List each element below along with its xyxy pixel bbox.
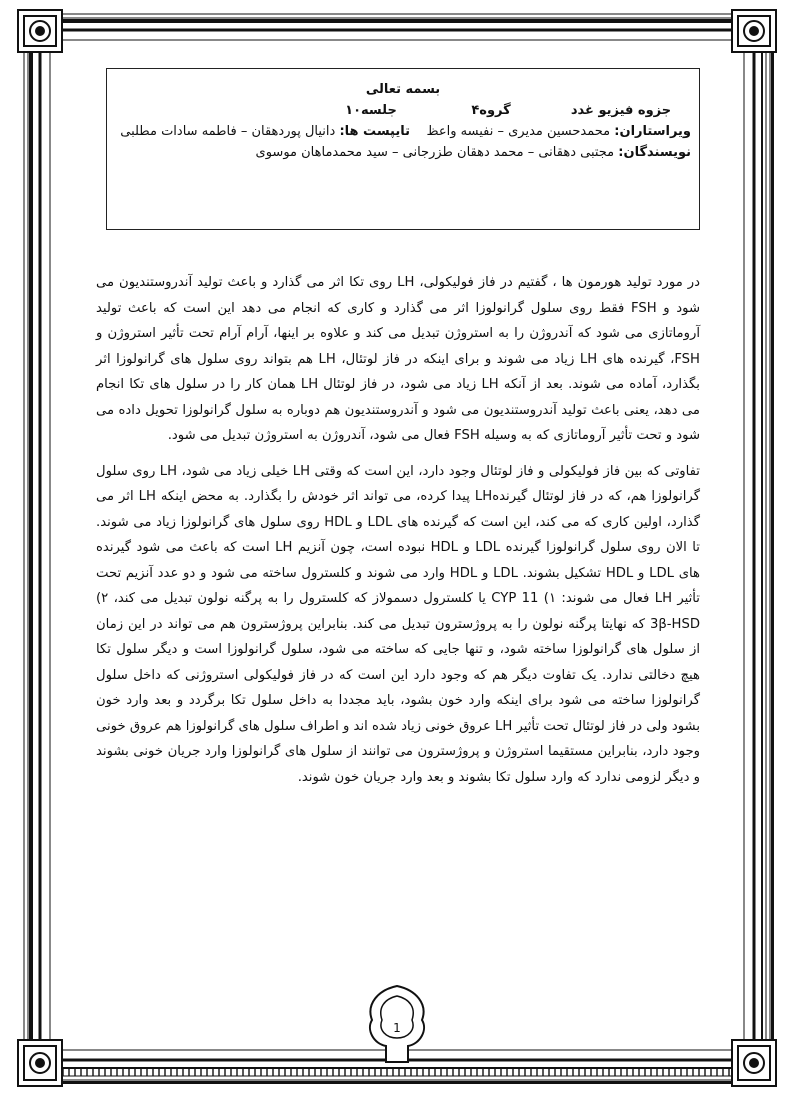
basmala-heading: بسمه تعالی [365, 82, 441, 97]
editors-typists-row [115, 121, 691, 142]
typists-label: تایپست ها: [339, 124, 410, 139]
course-title: جزوه فیزیو غدد [570, 103, 672, 118]
editors-names: محمدحسین مدیری – نفیسه واعظ [426, 124, 611, 139]
course-info-row [115, 100, 691, 121]
page-number: 1 [393, 1021, 401, 1035]
typists-names: دانیال پوردهقان – فاطمه سادات مطلبی [120, 124, 336, 139]
document-body [96, 270, 700, 800]
session-label: جلسه۱۰ [345, 103, 397, 118]
authors-names: مجتبی دهقانی – محمد دهقان طزرجانی – سید محمدماهان موسوی [255, 145, 615, 160]
corner-ornament-top-right [732, 10, 776, 52]
paragraph-2: تفاوتی که بین فاز فولیکولی و فاز لوتئال وجود دارد، این است که وقتی LH خیلی زیاد می شود، LH روی سلول گرانولوزا هم، که در فاز لوتئال گیرندهLH پیدا کرده، می تواند اثر خودش را بگذارد. به محض اینکه LH اثر می گذارد، اولین کاری که می کند، این است که گیرنده های LDL و HDL روی سلول های گرانولوزا زیاد می شوند. تا الان روی سلول گرانولوزا گیرنده LDL و HDL نبوده است، چون آنزیم LH است که باعث می شود گیرنده های LDL و HDL تشکیل بشوند. LDL و HDL وارد می شوند و کلسترول ساخته می شود و دو عدد آنزیم تحت تأثیر LH فعال می شوند: ۱) CYP 11 یا کلسترول دسمولاز که کلسترول را به پرگنه نولون تبدیل می کند، ۲) 3β-HSD که نهایتا پرگنه نولون را به پروژسترون تبدیل می کند. بنابراین پروژسترون هم می تواند در این زمان از سلول های گرانولوزا ساخته شود، و تنها جایی که ساخته می شود، سلول گرانولوزا است و دیگر سلول تکا هیچ دخالتی ندارد. یک تفاوت دیگر هم که وجود دارد این است که در فاز فولیکولی استروژنی که داخل سلول گرانولوزا ساخته می شود برای اینکه وارد خون بشود، باید مجددا به داخل سلول تکا برگردد و بعد وارد خون بشود ولی در فاز لوتئال تحت تأثیر LH عروق خونی زیاد شده اند و اطراف سلول های گرانولوزا هم عروق خونی وجود دارد، بنابراین مستقیما استروژن و پروژسترون می توانند از سلول های گرانولوزا وارد جریان خونی بشوند و دیگر لزومی ندارد که وارد سلول تکا بشوند و بعد وارد جریان خون شوند. [96, 463, 700, 785]
authors-label: نویسندگان: [618, 145, 691, 160]
corner-ornament-bottom-right [732, 1040, 776, 1086]
corner-ornament-bottom-left [18, 1040, 62, 1086]
authors-row [115, 142, 691, 163]
header-box [106, 68, 700, 230]
editors-label: ویراستاران: [614, 124, 691, 139]
group-label: گروه۴ [471, 103, 511, 118]
corner-ornament-top-left [18, 10, 62, 52]
paragraph-1: در مورد تولید هورمون ها ، گفتیم در فاز فولیکولی، LH روی تکا اثر می گذارد و باعث تولید آندروستندیون می شود و FSH فقط روی سلول گرانولوزا اثر می گذارد و کاری که انجام می دهد این است که باعث تولید آروماتازی می شود که آندروژن را به استروژن تبدیل می کند و علاوه بر اینها، آرام آرام تحت تأثیر استروژن و FSH، گیرنده های LH زیاد می شوند و برای اینکه در فاز لوتئال، LH هم بتواند روی سلول های گرانولوزا اثر بگذارد، آماده می شوند. بعد از آنکه LH زیاد می شود، در فاز لوتئال LH همان کار را در سلول های تکا انجام می دهد، یعنی باعث تولید آندروستندیون می شود و آندروستندیون هم دوباره به سلول گرانولوزا تحویل داده می شود و تحت تأثیر آروماتازی که به وسیله FSH فعال می شود، آندروژن به استروژن تبدیل می شود. [96, 275, 700, 443]
